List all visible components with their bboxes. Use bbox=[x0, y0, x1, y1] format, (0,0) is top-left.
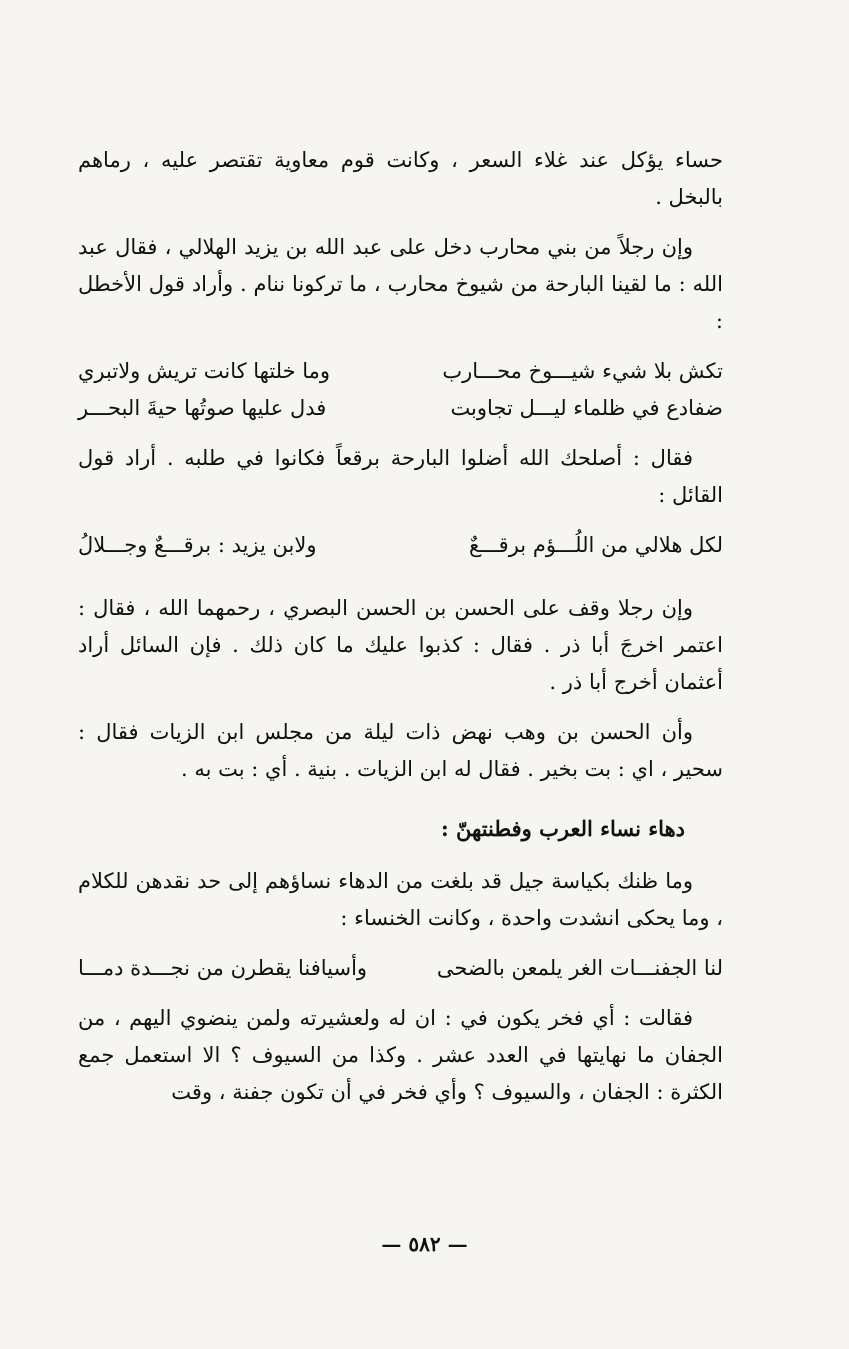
verse-group-khansa bbox=[78, 950, 723, 987]
verse-1-second-hemistich: وما خلتها كانت تريش ولاتبري bbox=[78, 359, 331, 383]
paragraph-1: حساء يؤكل عند غلاء السعر ، وكانت قوم معاوية تقتصر عليه ، رماهم بالبخل . bbox=[78, 148, 723, 209]
verse-4-first-hemistich: لنا الجفنـــات الغر يلمعن بالضحى bbox=[436, 956, 723, 980]
verse-2-second-hemistich: فدل عليها صوتُها حيةَ البحـــر bbox=[78, 396, 327, 420]
verse-line-2 bbox=[78, 390, 723, 427]
verse-1-first-hemistich: تكش بلا شيء شيـــوخ محـــارب bbox=[442, 359, 723, 383]
page-number: — ٥٨٢ — bbox=[381, 1232, 468, 1256]
verse-line-3 bbox=[78, 527, 723, 564]
verse-4-second-hemistich: وأسيافنا يقطرن من نجـــدة دمـــا bbox=[78, 956, 368, 980]
paragraph-3: فقال : أصلحك الله أضلوا البارحة برقعاً فكانوا في طلبه . أراد قول القائل : bbox=[78, 446, 723, 507]
verse-line-4 bbox=[78, 950, 723, 987]
section-heading: دهاء نساء العرب وفطنتهنّ : bbox=[440, 816, 685, 841]
verse-2-first-hemistich: ضفادع في ظلماء ليـــل تجاوبت bbox=[450, 396, 723, 420]
paragraph-2: وإن رجلاً من بني محارب دخل على عبد الله بن يزيد الهلالي ، فقال عبد الله : ما لقينا البارحة من شيوخ محارب ، ما تركونا ننام . وأراد قول الأخطل : bbox=[78, 235, 723, 333]
paragraph-7: فقالت : أي فخر يكون في : ان له ولعشيرته ولمن ينضوي اليهم ، من الجفان ما نهايتها في العدد عشر . وكذا من السيوف ؟ الا استعمل جمع الكثرة : الجفان ، والسيوف ؟ وأي فخر في أن تكون جفنة ، وقت bbox=[78, 1006, 723, 1104]
verse-group-qail bbox=[78, 527, 723, 564]
verse-group-akhtal bbox=[78, 353, 723, 427]
paragraph-5: وأن الحسن بن وهب نهض ذات ليلة من مجلس ابن الزيات فقال : سحير ، اي : بت بخير . فقال له ابن الزيات . بنية . أي : بت به . bbox=[78, 720, 723, 781]
paragraph-4: وإن رجلا وقف على الحسن بن الحسن البصري ، رحمهما الله ، فقال : اعتمر اخرجَ أبا ذر . فقال : كذبوا عليك ما كان ذلك . فإن السائل أراد أعثمان أخرج أبا ذر . bbox=[78, 596, 723, 694]
verse-3-first-hemistich: لكل هلالي من اللُـــؤم برقـــعٌ bbox=[469, 533, 723, 557]
verse-3-second-hemistich: ولابن يزيد : برقـــعٌ وجـــلالُ bbox=[78, 533, 317, 557]
paragraph-6: وما ظنك بكياسة جيل قد بلغت من الدهاء نساؤهم إلى حد نقدهن للكلام ، وما يحكى انشدت واحدة ، وكانت الخنساء : bbox=[78, 869, 723, 930]
verse-line-1 bbox=[78, 353, 723, 390]
